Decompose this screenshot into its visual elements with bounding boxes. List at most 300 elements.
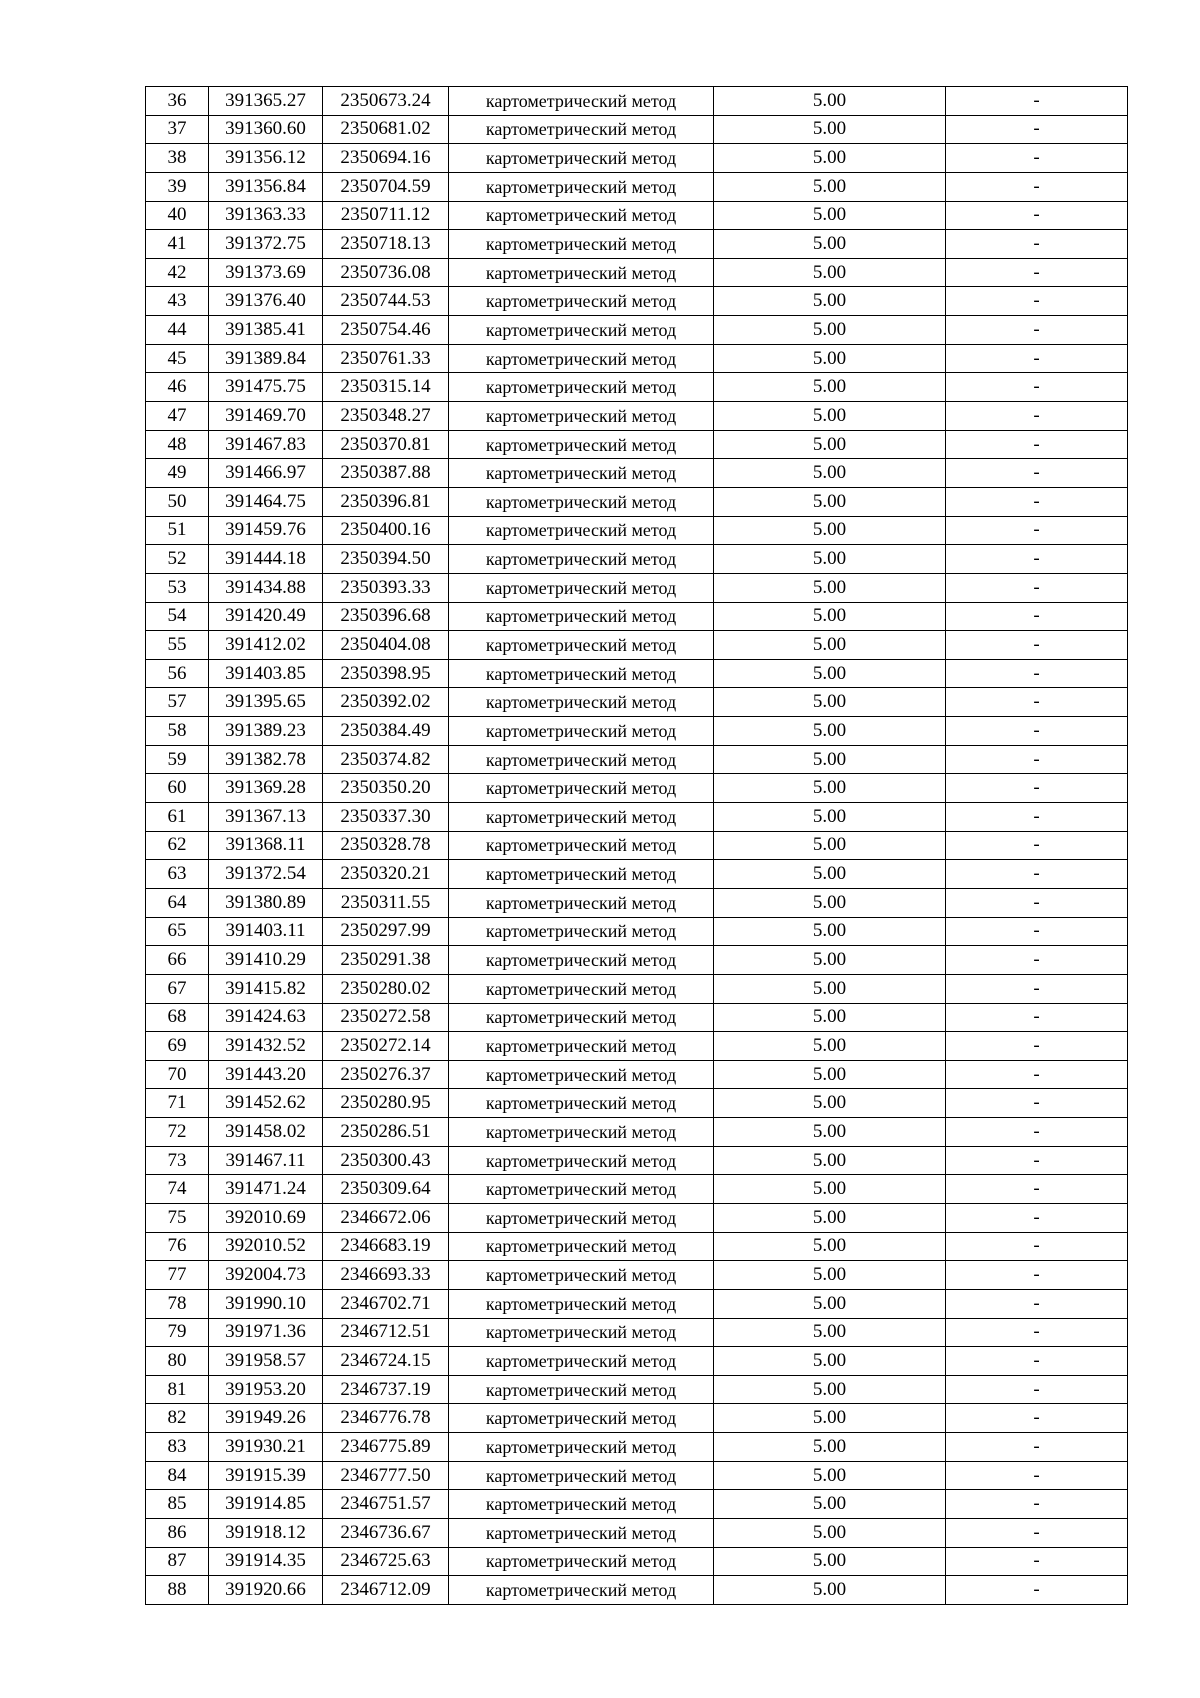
method-cell: картометрический метод (449, 344, 714, 373)
x-coordinate-cell: 391389.23 (209, 717, 323, 746)
point-number-cell: 61 (146, 803, 209, 832)
method-cell: картометрический метод (449, 430, 714, 459)
method-cell: картометрический метод (449, 1375, 714, 1404)
note-cell: - (946, 172, 1128, 201)
note-cell: - (946, 487, 1128, 516)
point-number-cell: 86 (146, 1519, 209, 1548)
note-cell: - (946, 717, 1128, 746)
y-coordinate-cell: 2350328.78 (323, 831, 449, 860)
point-number-cell: 77 (146, 1261, 209, 1290)
x-coordinate-cell: 391373.69 (209, 258, 323, 287)
table-row (146, 516, 1128, 545)
method-cell: картометрический метод (449, 1404, 714, 1433)
table-row (146, 1433, 1128, 1462)
table-row (146, 1175, 1128, 1204)
table-row (146, 1375, 1128, 1404)
note-cell: - (946, 803, 1128, 832)
method-cell: картометрический метод (449, 1519, 714, 1548)
note-cell: - (946, 1146, 1128, 1175)
table-row (146, 1490, 1128, 1519)
point-number-cell: 63 (146, 860, 209, 889)
note-cell: - (946, 1060, 1128, 1089)
point-number-cell: 64 (146, 888, 209, 917)
table-row (146, 1404, 1128, 1433)
point-number-cell: 46 (146, 373, 209, 402)
point-number-cell: 87 (146, 1547, 209, 1576)
x-coordinate-cell: 391376.40 (209, 287, 323, 316)
note-cell: - (946, 201, 1128, 230)
method-cell: картометрический метод (449, 774, 714, 803)
table-row (146, 1461, 1128, 1490)
point-number-cell: 52 (146, 545, 209, 574)
y-coordinate-cell: 2350315.14 (323, 373, 449, 402)
point-number-cell: 38 (146, 144, 209, 173)
y-coordinate-cell: 2350396.81 (323, 487, 449, 516)
y-coordinate-cell: 2350374.82 (323, 745, 449, 774)
accuracy-cell: 5.00 (714, 144, 946, 173)
y-coordinate-cell: 2346751.57 (323, 1490, 449, 1519)
accuracy-cell: 5.00 (714, 1261, 946, 1290)
method-cell: картометрический метод (449, 717, 714, 746)
accuracy-cell: 5.00 (714, 860, 946, 889)
accuracy-cell: 5.00 (714, 516, 946, 545)
table-row (146, 201, 1128, 230)
y-coordinate-cell: 2350681.02 (323, 115, 449, 144)
accuracy-cell: 5.00 (714, 201, 946, 230)
note-cell: - (946, 115, 1128, 144)
point-number-cell: 40 (146, 201, 209, 230)
x-coordinate-cell: 391403.85 (209, 659, 323, 688)
accuracy-cell: 5.00 (714, 1318, 946, 1347)
method-cell: картометрический метод (449, 1433, 714, 1462)
y-coordinate-cell: 2350280.02 (323, 974, 449, 1003)
x-coordinate-cell: 391444.18 (209, 545, 323, 574)
x-coordinate-cell: 391918.12 (209, 1519, 323, 1548)
x-coordinate-cell: 391372.75 (209, 230, 323, 259)
table-row (146, 115, 1128, 144)
x-coordinate-cell: 391424.63 (209, 1003, 323, 1032)
table-row (146, 917, 1128, 946)
method-cell: картометрический метод (449, 946, 714, 975)
x-coordinate-cell: 391368.11 (209, 831, 323, 860)
table-row (146, 602, 1128, 631)
accuracy-cell: 5.00 (714, 774, 946, 803)
y-coordinate-cell: 2350394.50 (323, 545, 449, 574)
x-coordinate-cell: 392004.73 (209, 1261, 323, 1290)
y-coordinate-cell: 2350396.68 (323, 602, 449, 631)
method-cell: картометрический метод (449, 1318, 714, 1347)
method-cell: картометрический метод (449, 258, 714, 287)
method-cell: картометрический метод (449, 917, 714, 946)
y-coordinate-cell: 2350718.13 (323, 230, 449, 259)
table-row (146, 258, 1128, 287)
y-coordinate-cell: 2350350.20 (323, 774, 449, 803)
table-row (146, 803, 1128, 832)
coordinates-table (145, 86, 1128, 1605)
point-number-cell: 43 (146, 287, 209, 316)
point-number-cell: 58 (146, 717, 209, 746)
point-number-cell: 76 (146, 1232, 209, 1261)
method-cell: картометрический метод (449, 1289, 714, 1318)
y-coordinate-cell: 2350711.12 (323, 201, 449, 230)
accuracy-cell: 5.00 (714, 1433, 946, 1462)
y-coordinate-cell: 2350320.21 (323, 860, 449, 889)
x-coordinate-cell: 391971.36 (209, 1318, 323, 1347)
x-coordinate-cell: 391372.54 (209, 860, 323, 889)
accuracy-cell: 5.00 (714, 373, 946, 402)
method-cell: картометрический метод (449, 1232, 714, 1261)
table-row (146, 1318, 1128, 1347)
point-number-cell: 74 (146, 1175, 209, 1204)
point-number-cell: 69 (146, 1032, 209, 1061)
point-number-cell: 82 (146, 1404, 209, 1433)
table-row (146, 717, 1128, 746)
method-cell: картометрический метод (449, 1490, 714, 1519)
accuracy-cell: 5.00 (714, 1146, 946, 1175)
x-coordinate-cell: 391412.02 (209, 631, 323, 660)
x-coordinate-cell: 391432.52 (209, 1032, 323, 1061)
method-cell: картометрический метод (449, 201, 714, 230)
note-cell: - (946, 1118, 1128, 1147)
table-row (146, 316, 1128, 345)
x-coordinate-cell: 391920.66 (209, 1576, 323, 1605)
point-number-cell: 66 (146, 946, 209, 975)
y-coordinate-cell: 2350404.08 (323, 631, 449, 660)
note-cell: - (946, 831, 1128, 860)
table-row (146, 1060, 1128, 1089)
method-cell: картометрический метод (449, 1089, 714, 1118)
table-row (146, 287, 1128, 316)
table-row (146, 1089, 1128, 1118)
accuracy-cell: 5.00 (714, 888, 946, 917)
y-coordinate-cell: 2350392.02 (323, 688, 449, 717)
method-cell: картометрический метод (449, 1060, 714, 1089)
table-row (146, 87, 1128, 116)
note-cell: - (946, 602, 1128, 631)
point-number-cell: 59 (146, 745, 209, 774)
point-number-cell: 78 (146, 1289, 209, 1318)
table-row (146, 659, 1128, 688)
accuracy-cell: 5.00 (714, 1519, 946, 1548)
x-coordinate-cell: 391469.70 (209, 402, 323, 431)
y-coordinate-cell: 2350673.24 (323, 87, 449, 116)
accuracy-cell: 5.00 (714, 1203, 946, 1232)
table-row (146, 459, 1128, 488)
x-coordinate-cell: 391395.65 (209, 688, 323, 717)
table-row (146, 1146, 1128, 1175)
note-cell: - (946, 659, 1128, 688)
note-cell: - (946, 1318, 1128, 1347)
note-cell: - (946, 287, 1128, 316)
y-coordinate-cell: 2350280.95 (323, 1089, 449, 1118)
note-cell: - (946, 745, 1128, 774)
accuracy-cell: 5.00 (714, 946, 946, 975)
method-cell: картометрический метод (449, 688, 714, 717)
table-row (146, 974, 1128, 1003)
point-number-cell: 85 (146, 1490, 209, 1519)
y-coordinate-cell: 2346712.09 (323, 1576, 449, 1605)
note-cell: - (946, 1003, 1128, 1032)
point-number-cell: 36 (146, 87, 209, 116)
accuracy-cell: 5.00 (714, 1547, 946, 1576)
accuracy-cell: 5.00 (714, 1375, 946, 1404)
accuracy-cell: 5.00 (714, 230, 946, 259)
point-number-cell: 45 (146, 344, 209, 373)
note-cell: - (946, 373, 1128, 402)
point-number-cell: 72 (146, 1118, 209, 1147)
note-cell: - (946, 774, 1128, 803)
x-coordinate-cell: 391365.27 (209, 87, 323, 116)
point-number-cell: 71 (146, 1089, 209, 1118)
accuracy-cell: 5.00 (714, 631, 946, 660)
y-coordinate-cell: 2346712.51 (323, 1318, 449, 1347)
y-coordinate-cell: 2350291.38 (323, 946, 449, 975)
accuracy-cell: 5.00 (714, 688, 946, 717)
note-cell: - (946, 1089, 1128, 1118)
note-cell: - (946, 516, 1128, 545)
accuracy-cell: 5.00 (714, 1461, 946, 1490)
method-cell: картометрический метод (449, 631, 714, 660)
x-coordinate-cell: 391958.57 (209, 1347, 323, 1376)
x-coordinate-cell: 391443.20 (209, 1060, 323, 1089)
accuracy-cell: 5.00 (714, 172, 946, 201)
table-row (146, 230, 1128, 259)
note-cell: - (946, 316, 1128, 345)
point-number-cell: 56 (146, 659, 209, 688)
y-coordinate-cell: 2350276.37 (323, 1060, 449, 1089)
note-cell: - (946, 1490, 1128, 1519)
x-coordinate-cell: 391356.84 (209, 172, 323, 201)
accuracy-cell: 5.00 (714, 717, 946, 746)
y-coordinate-cell: 2346693.33 (323, 1261, 449, 1290)
y-coordinate-cell: 2350300.43 (323, 1146, 449, 1175)
point-number-cell: 67 (146, 974, 209, 1003)
x-coordinate-cell: 391467.11 (209, 1146, 323, 1175)
method-cell: картометрический метод (449, 402, 714, 431)
y-coordinate-cell: 2350370.81 (323, 430, 449, 459)
method-cell: картометрический метод (449, 144, 714, 173)
method-cell: картометрический метод (449, 1118, 714, 1147)
point-number-cell: 42 (146, 258, 209, 287)
x-coordinate-cell: 391914.85 (209, 1490, 323, 1519)
method-cell: картометрический метод (449, 230, 714, 259)
accuracy-cell: 5.00 (714, 459, 946, 488)
method-cell: картометрический метод (449, 172, 714, 201)
method-cell: картометрический метод (449, 1003, 714, 1032)
x-coordinate-cell: 391403.11 (209, 917, 323, 946)
point-number-cell: 47 (146, 402, 209, 431)
y-coordinate-cell: 2346724.15 (323, 1347, 449, 1376)
method-cell: картометрический метод (449, 115, 714, 144)
accuracy-cell: 5.00 (714, 1118, 946, 1147)
note-cell: - (946, 1032, 1128, 1061)
y-coordinate-cell: 2346777.50 (323, 1461, 449, 1490)
method-cell: картометрический метод (449, 1175, 714, 1204)
method-cell: картометрический метод (449, 1032, 714, 1061)
point-number-cell: 53 (146, 573, 209, 602)
method-cell: картометрический метод (449, 87, 714, 116)
x-coordinate-cell: 392010.52 (209, 1232, 323, 1261)
x-coordinate-cell: 391459.76 (209, 516, 323, 545)
y-coordinate-cell: 2350754.46 (323, 316, 449, 345)
y-coordinate-cell: 2350704.59 (323, 172, 449, 201)
table-row (146, 144, 1128, 173)
accuracy-cell: 5.00 (714, 430, 946, 459)
method-cell: картометрический метод (449, 831, 714, 860)
accuracy-cell: 5.00 (714, 831, 946, 860)
y-coordinate-cell: 2350387.88 (323, 459, 449, 488)
accuracy-cell: 5.00 (714, 545, 946, 574)
note-cell: - (946, 1519, 1128, 1548)
y-coordinate-cell: 2350384.49 (323, 717, 449, 746)
table-row (146, 1347, 1128, 1376)
note-cell: - (946, 860, 1128, 889)
y-coordinate-cell: 2346775.89 (323, 1433, 449, 1462)
y-coordinate-cell: 2350348.27 (323, 402, 449, 431)
note-cell: - (946, 87, 1128, 116)
note-cell: - (946, 688, 1128, 717)
y-coordinate-cell: 2350744.53 (323, 287, 449, 316)
method-cell: картометрический метод (449, 545, 714, 574)
y-coordinate-cell: 2350272.58 (323, 1003, 449, 1032)
table-row (146, 344, 1128, 373)
note-cell: - (946, 430, 1128, 459)
point-number-cell: 84 (146, 1461, 209, 1490)
table-row (146, 1261, 1128, 1290)
x-coordinate-cell: 391369.28 (209, 774, 323, 803)
note-cell: - (946, 144, 1128, 173)
method-cell: картометрический метод (449, 1146, 714, 1175)
table-row (146, 1547, 1128, 1576)
x-coordinate-cell: 391953.20 (209, 1375, 323, 1404)
point-number-cell: 75 (146, 1203, 209, 1232)
note-cell: - (946, 573, 1128, 602)
note-cell: - (946, 1547, 1128, 1576)
y-coordinate-cell: 2346737.19 (323, 1375, 449, 1404)
y-coordinate-cell: 2350297.99 (323, 917, 449, 946)
accuracy-cell: 5.00 (714, 258, 946, 287)
accuracy-cell: 5.00 (714, 1576, 946, 1605)
method-cell: картометрический метод (449, 516, 714, 545)
x-coordinate-cell: 391464.75 (209, 487, 323, 516)
point-number-cell: 80 (146, 1347, 209, 1376)
method-cell: картометрический метод (449, 1461, 714, 1490)
method-cell: картометрический метод (449, 1547, 714, 1576)
x-coordinate-cell: 391475.75 (209, 373, 323, 402)
method-cell: картометрический метод (449, 373, 714, 402)
point-number-cell: 48 (146, 430, 209, 459)
point-number-cell: 37 (146, 115, 209, 144)
y-coordinate-cell: 2350393.33 (323, 573, 449, 602)
x-coordinate-cell: 391410.29 (209, 946, 323, 975)
note-cell: - (946, 1261, 1128, 1290)
point-number-cell: 62 (146, 831, 209, 860)
method-cell: картометрический метод (449, 316, 714, 345)
point-number-cell: 70 (146, 1060, 209, 1089)
table-row (146, 1576, 1128, 1605)
note-cell: - (946, 888, 1128, 917)
note-cell: - (946, 545, 1128, 574)
y-coordinate-cell: 2346725.63 (323, 1547, 449, 1576)
x-coordinate-cell: 391452.62 (209, 1089, 323, 1118)
point-number-cell: 44 (146, 316, 209, 345)
method-cell: картометрический метод (449, 1576, 714, 1605)
x-coordinate-cell: 391914.35 (209, 1547, 323, 1576)
x-coordinate-cell: 392010.69 (209, 1203, 323, 1232)
point-number-cell: 55 (146, 631, 209, 660)
method-cell: картометрический метод (449, 573, 714, 602)
accuracy-cell: 5.00 (714, 602, 946, 631)
accuracy-cell: 5.00 (714, 745, 946, 774)
y-coordinate-cell: 2346776.78 (323, 1404, 449, 1433)
accuracy-cell: 5.00 (714, 1232, 946, 1261)
note-cell: - (946, 974, 1128, 1003)
note-cell: - (946, 1203, 1128, 1232)
y-coordinate-cell: 2350400.16 (323, 516, 449, 545)
y-coordinate-cell: 2350694.16 (323, 144, 449, 173)
y-coordinate-cell: 2350309.64 (323, 1175, 449, 1204)
method-cell: картометрический метод (449, 659, 714, 688)
point-number-cell: 57 (146, 688, 209, 717)
table-row (146, 1203, 1128, 1232)
table-row (146, 860, 1128, 889)
note-cell: - (946, 258, 1128, 287)
point-number-cell: 41 (146, 230, 209, 259)
note-cell: - (946, 1289, 1128, 1318)
accuracy-cell: 5.00 (714, 1490, 946, 1519)
table-row (146, 1289, 1128, 1318)
y-coordinate-cell: 2350286.51 (323, 1118, 449, 1147)
x-coordinate-cell: 391471.24 (209, 1175, 323, 1204)
accuracy-cell: 5.00 (714, 1404, 946, 1433)
table-row (146, 888, 1128, 917)
point-number-cell: 83 (146, 1433, 209, 1462)
table-row (146, 631, 1128, 660)
method-cell: картометрический метод (449, 459, 714, 488)
y-coordinate-cell: 2350761.33 (323, 344, 449, 373)
table-row (146, 487, 1128, 516)
x-coordinate-cell: 391420.49 (209, 602, 323, 631)
x-coordinate-cell: 391466.97 (209, 459, 323, 488)
accuracy-cell: 5.00 (714, 1089, 946, 1118)
y-coordinate-cell: 2346672.06 (323, 1203, 449, 1232)
point-number-cell: 60 (146, 774, 209, 803)
accuracy-cell: 5.00 (714, 1003, 946, 1032)
accuracy-cell: 5.00 (714, 659, 946, 688)
method-cell: картометрический метод (449, 1261, 714, 1290)
accuracy-cell: 5.00 (714, 487, 946, 516)
point-number-cell: 88 (146, 1576, 209, 1605)
point-number-cell: 73 (146, 1146, 209, 1175)
point-number-cell: 79 (146, 1318, 209, 1347)
note-cell: - (946, 1433, 1128, 1462)
note-cell: - (946, 917, 1128, 946)
method-cell: картометрический метод (449, 487, 714, 516)
accuracy-cell: 5.00 (714, 287, 946, 316)
point-number-cell: 54 (146, 602, 209, 631)
note-cell: - (946, 1461, 1128, 1490)
x-coordinate-cell: 391915.39 (209, 1461, 323, 1490)
table-row (146, 573, 1128, 602)
x-coordinate-cell: 391467.83 (209, 430, 323, 459)
y-coordinate-cell: 2350736.08 (323, 258, 449, 287)
y-coordinate-cell: 2350272.14 (323, 1032, 449, 1061)
point-number-cell: 49 (146, 459, 209, 488)
note-cell: - (946, 1347, 1128, 1376)
table-row (146, 946, 1128, 975)
x-coordinate-cell: 391949.26 (209, 1404, 323, 1433)
accuracy-cell: 5.00 (714, 316, 946, 345)
